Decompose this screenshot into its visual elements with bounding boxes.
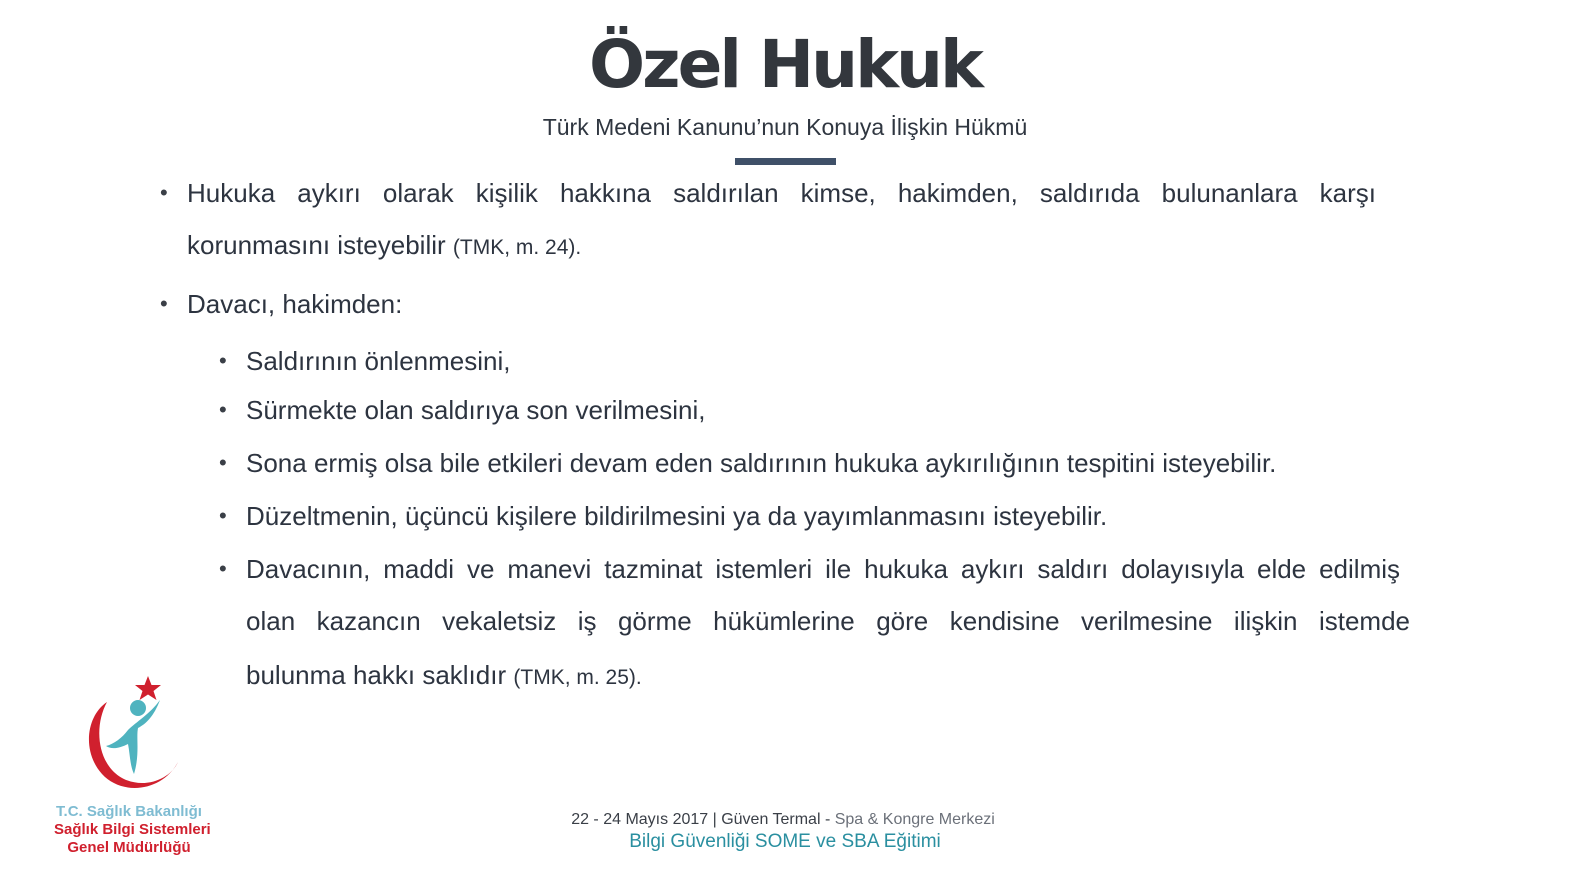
bullet-item-1-cont: [187, 232, 581, 258]
bullet-2-text: Davacı, hakimden:: [187, 289, 403, 319]
footer-date-venue: [0, 810, 1566, 829]
footer-venue: Spa & Kongre Merkezi: [834, 811, 995, 828]
bullet-marker: •: [219, 450, 227, 475]
slide-title: Özel Hukuk: [589, 26, 981, 103]
logo-line-1: T.C. Sağlık Bakanlığı: [56, 803, 202, 820]
star-icon: [135, 676, 161, 700]
figure-head-icon: [130, 700, 146, 716]
bullet-marker: •: [160, 180, 168, 205]
footer-event-title: Bilgi Güvenliği SOME ve SBA Eğitimi: [629, 831, 941, 852]
sub-bullet-5: [219, 556, 1400, 582]
footer-date: 22 - 24 Mayıs 2017 | Güven Termal -: [571, 811, 831, 828]
sub-bullet-5-line-2: olan kazancın vekaletsiz iş görme hükümlerine göre kendisine verilmesine ilişkin istemde: [246, 606, 1410, 636]
title-underline: [735, 158, 836, 165]
sub-bullet-5-citation: (TMK, m. 25).: [513, 666, 642, 689]
sub-bullet-3: [219, 450, 1276, 476]
sub-bullet-4: [219, 503, 1107, 529]
ministry-crescent-star-figure-icon: [74, 674, 184, 802]
sub-bullet-2: [219, 397, 706, 423]
sub-bullet-5-cont: [246, 608, 1410, 634]
logo-line-3: Genel Müdürlüğü: [67, 839, 191, 856]
sub-bullet-5-cont2: [246, 662, 642, 688]
sub-bullet-5-line-3: bulunma hakkı saklıdır: [246, 660, 507, 690]
sub-bullet-2-text: Sürmekte olan saldırıya son verilmesini,: [246, 395, 706, 425]
sub-bullet-4-text: Düzeltmenin, üçüncü kişilere bildirilmesini ya da yayımlanmasını isteyebilir.: [246, 501, 1108, 531]
bullet-1-line-1: Hukuka aykırı olarak kişilik hakkına saldırılan kimse, hakimden, saldırıda bulunanlara karşı: [187, 178, 1376, 208]
sub-bullet-5-line-1: Davacının, maddi ve manevi tazminat istemleri ile hukuka aykırı saldırı dolayısıyla elde edilmiş: [246, 554, 1400, 584]
bullet-marker: •: [219, 556, 227, 581]
bullet-1-citation: (TMK, m. 24).: [452, 236, 582, 259]
sub-bullet-3-text: Sona ermiş olsa bile etkileri devam eden saldırının hukuka aykırılığının tespitini isteyebilir.: [246, 448, 1277, 478]
bullet-marker: •: [160, 291, 168, 316]
bullet-item-2: [160, 291, 402, 317]
bullet-marker: •: [219, 348, 227, 373]
slide-subtitle: Türk Medeni Kanunu’nun Konuya İlişkin Hükmü: [542, 114, 1028, 140]
logo-line-2: Sağlık Bilgi Sistemleri: [54, 821, 211, 838]
bullet-1-line-2: korunmasını isteyebilir: [187, 230, 446, 260]
bullet-item-1: [160, 180, 1376, 206]
sub-bullet-1: [219, 348, 510, 374]
bullet-marker: •: [219, 397, 227, 422]
ministry-logo: [54, 674, 211, 856]
sub-bullet-1-text: Saldırının önlenmesini,: [246, 346, 511, 376]
bullet-marker: •: [219, 503, 227, 528]
